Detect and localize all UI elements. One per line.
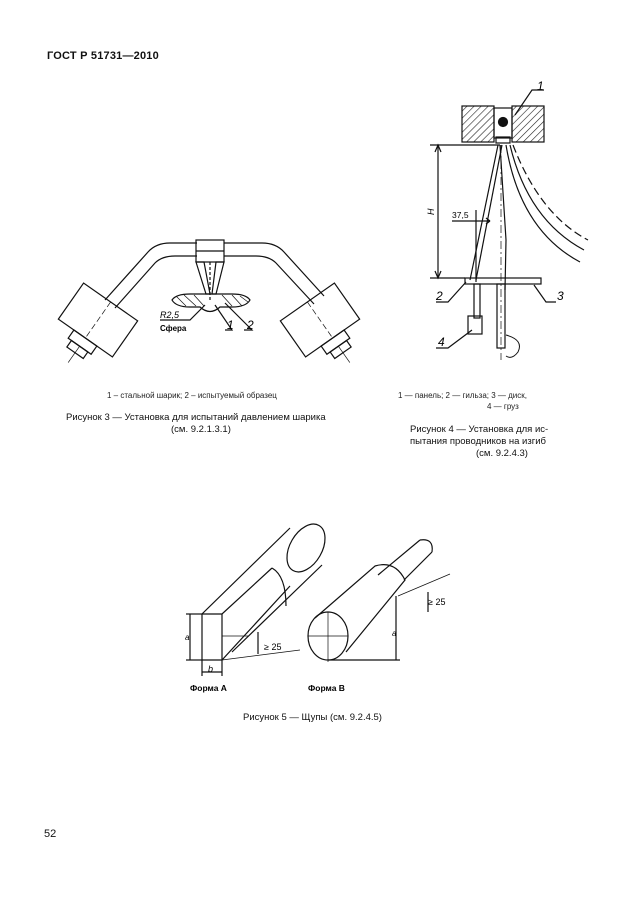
- form-a-probe: [202, 528, 290, 660]
- fig5-b-label: b: [208, 664, 214, 674]
- figure-3-legend: 1 – стальной шарик; 2 – испытуемый образец: [107, 391, 277, 400]
- figure-4-caption-line1: Рисунок 4 — Установка для ис-: [410, 424, 549, 435]
- fig5-ge25b-label: ≥ 25: [428, 597, 446, 607]
- fig4-dim-label: 37,5: [452, 210, 469, 220]
- fig5-ge25a-label: ≥ 25: [264, 642, 282, 652]
- page-number: 52: [44, 828, 57, 840]
- fig4-h-label: H: [426, 208, 436, 215]
- fig3-label-1: 1: [227, 318, 234, 332]
- figure-4-caption-line2: пытания проводников на изгиб: [410, 436, 546, 447]
- fig5-a1-label: a: [185, 633, 190, 642]
- figure-4-caption-line3: (см. 9.2.4.3): [476, 448, 528, 459]
- fig4-label-4: 4: [438, 335, 445, 349]
- fig4-label-3: 3: [557, 289, 564, 303]
- figure-4-legend-line2: 4 — груз: [487, 402, 519, 411]
- fig5-a2-label: a: [392, 629, 397, 638]
- fig3-sphere-label: Сфера: [160, 324, 187, 333]
- fig3-radius-label: R2,5: [160, 310, 180, 320]
- fig4-label-1: 1: [537, 79, 544, 93]
- figure-4-legend-line1: 1 — панель; 2 — гильза; 3 — диск,: [398, 391, 527, 400]
- fig5-form-b-label: Форма В: [308, 683, 345, 693]
- fig5-form-a-label: Форма А: [190, 683, 227, 693]
- document-header: ГОСТ Р 51731—2010: [47, 50, 159, 62]
- fig3-label-2: 2: [247, 318, 254, 332]
- figure-5-caption: Рисунок 5 — Щупы (см. 9.2.4.5): [243, 712, 382, 723]
- figure-3-caption-line1: Рисунок 3 — Установка для испытаний давлением шарика: [66, 412, 326, 423]
- fig4-label-2: 2: [436, 289, 443, 303]
- figure-3-caption-line2: (см. 9.2.1.3.1): [171, 424, 231, 435]
